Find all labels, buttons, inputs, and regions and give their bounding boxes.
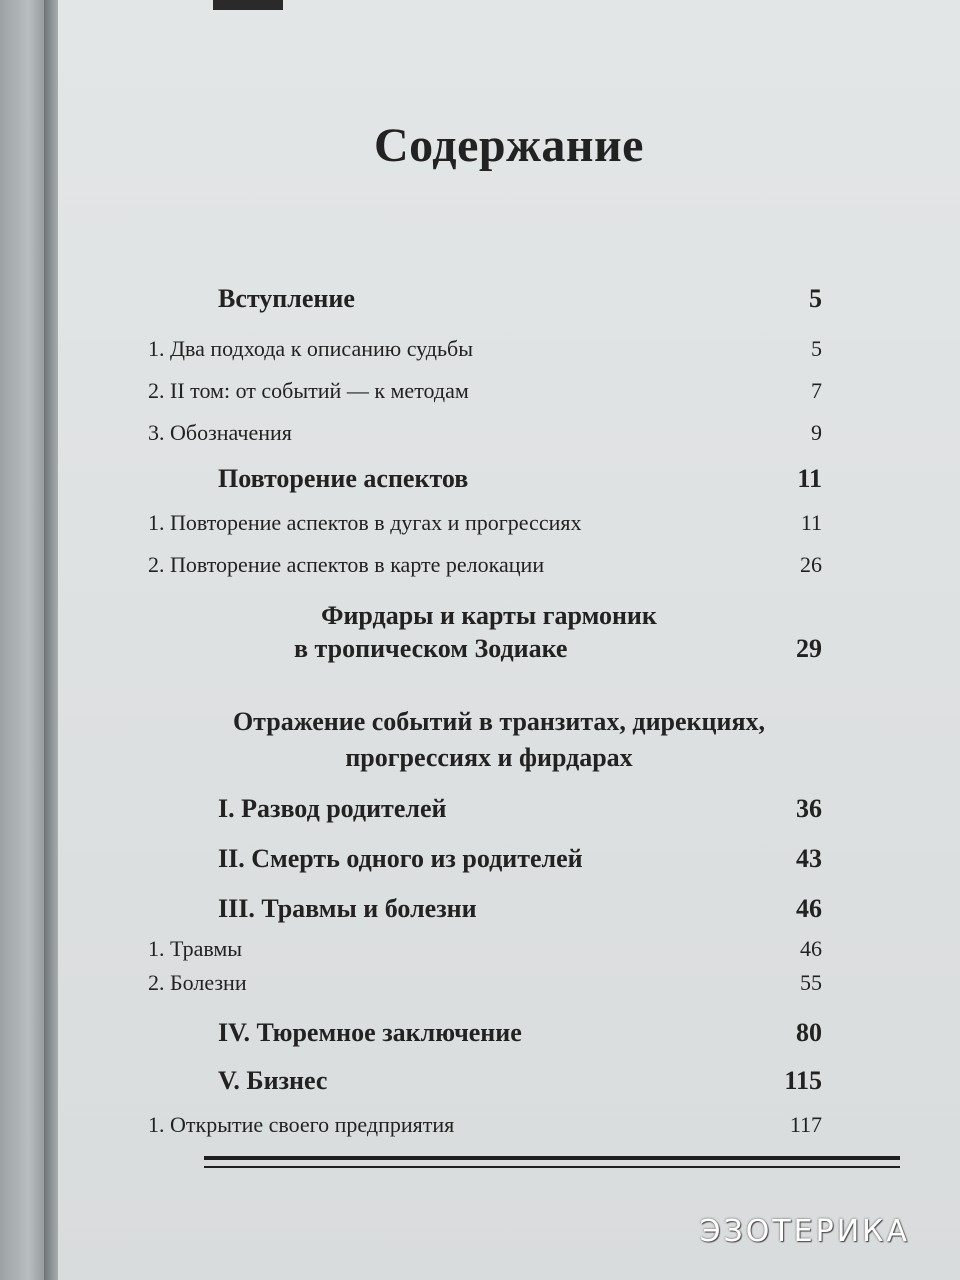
watermark: ЭЗОТЕРИКА (699, 1214, 910, 1249)
section-title: Повторение аспектов (218, 464, 469, 493)
toc-chapter (58, 1066, 960, 1106)
toc-item (58, 378, 960, 418)
toc-item (58, 552, 960, 592)
bottom-rule-thick (204, 1156, 900, 1160)
chapter-title: II. Смерть одного из родителей (218, 844, 583, 873)
item-title: 1. Травмы (148, 936, 243, 961)
section-title-line2: в тропическом Зодиаке (294, 634, 568, 663)
toc-chapter (58, 1018, 960, 1058)
item-title: 1. Два подхода к описанию судьбы (148, 336, 473, 361)
book-page (58, 0, 960, 1280)
toc-chapter (58, 894, 960, 934)
item-title: 1. Открытие своего предприятия (148, 1112, 455, 1137)
page-number: 11 (797, 464, 822, 493)
page-number: 46 (800, 936, 822, 961)
item-title: 3. Обозначения (148, 420, 292, 445)
page-number: 55 (800, 970, 822, 995)
toc-item (58, 420, 960, 460)
reflection-heading-line1: Отражение событий в транзитах, дирекциях, (232, 707, 766, 736)
firdars-heading-line1: Фирдары и карты гармоник (321, 601, 657, 630)
toc-section-aspects (58, 464, 960, 504)
book-spine (44, 0, 58, 1280)
page-title: Содержание (374, 119, 644, 172)
item-title: 2. II том: от событий — к методам (148, 378, 469, 403)
chapter-title: III. Травмы и болезни (218, 894, 477, 923)
reflection-heading-line2: прогрессиях и фирдарах (345, 743, 633, 772)
toc-section-intro (58, 284, 960, 324)
toc-item (58, 1112, 960, 1152)
page-number: 80 (796, 1018, 822, 1047)
page-number: 7 (811, 378, 822, 403)
page-number: 46 (796, 894, 822, 923)
page-number: 117 (789, 1112, 822, 1137)
toc-chapter (58, 844, 960, 884)
toc-item (58, 336, 960, 376)
toc-section-firdars (58, 634, 960, 674)
page-number: 5 (809, 284, 822, 313)
chapter-title: I. Развод родителей (218, 794, 447, 823)
chapter-title: V. Бизнес (218, 1066, 328, 1095)
item-title: 2. Болезни (148, 970, 247, 995)
bottom-rule-thin (204, 1166, 900, 1168)
toc-chapter (58, 794, 960, 834)
left-page-edge (0, 0, 48, 1280)
item-title: 2. Повторение аспектов в карте релокации (148, 552, 545, 577)
item-title: 1. Повторение аспектов в дугах и прогрессиях (148, 510, 582, 535)
top-decor-bar (213, 0, 283, 10)
page-number: 11 (800, 510, 822, 535)
page-number: 26 (800, 552, 822, 577)
page-number: 36 (796, 794, 822, 823)
page-number: 115 (784, 1066, 822, 1095)
page-number: 9 (811, 420, 822, 445)
page-number: 29 (796, 634, 822, 663)
page-number: 43 (796, 844, 822, 873)
chapter-title: IV. Тюремное заключение (218, 1018, 522, 1047)
page-number: 5 (811, 336, 822, 361)
toc-item (58, 970, 960, 1010)
toc-item (58, 510, 960, 550)
section-title: Вступление (218, 284, 355, 313)
